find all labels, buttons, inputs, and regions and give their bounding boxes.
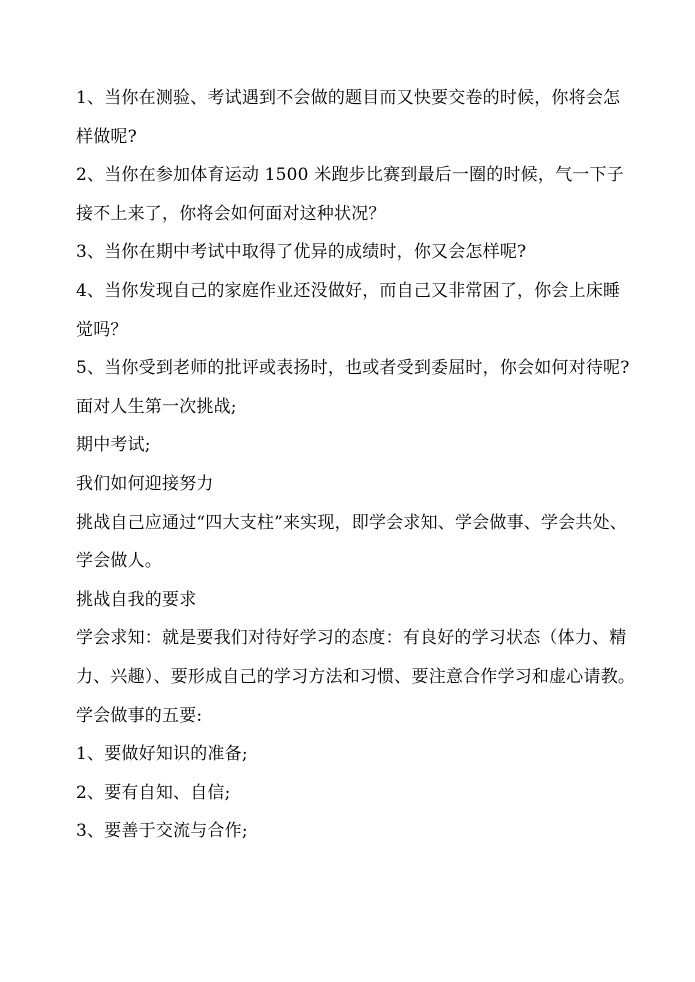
question-4: 4、当你发现自己的家庭作业还没做好，而自己又非常困了，你会上床睡觉吗？ (76, 280, 621, 340)
question-3: 3、当你在期中考试中取得了优异的成绩时，你又会怎样呢? (76, 242, 527, 263)
learn-to-know-paragraph: 学会求知：就是要我们对待好学习的态度：有良好的学习状态（体力、精力、兴趣）、要形成自己的学习方法和习惯、要注意合作学习和虚心请教。 (76, 628, 636, 687)
heading-five-musts: 学会做事的五要: (76, 705, 203, 726)
question-5: 5、当你受到老师的批评或表扬时，也或者受到委屈时，你会如何对待呢? (76, 358, 630, 379)
heading-how-to-meet: 我们如何迎接努力 (76, 473, 214, 494)
heading-self-challenge-requirements: 挑战自我的要求 (76, 589, 197, 610)
must-item-2: 2、要有自知、自信; (76, 782, 231, 803)
must-item-3: 3、要善于交流与合作; (76, 821, 248, 842)
must-item-1: 1、要做好知识的准备; (76, 744, 248, 765)
heading-first-challenge: 面对人生第一次挑战; (76, 396, 237, 417)
document-page (76, 79, 636, 851)
question-2: 2、当你在参加体育运动 1500 米跑步比赛到最后一圈的时候，气一下子接不上来了，你将会如何面对这种状况？ (76, 165, 624, 224)
question-1: 1、当你在测验、考试遇到不会做的题目而又快要交卷的时候，你将会怎样做呢? (76, 88, 621, 147)
four-pillars-paragraph: 挑战自己应通过“四大支柱”来实现，即学会求知、学会做事、学会共处、学会做人。 (76, 512, 627, 572)
heading-midterm-exam: 期中考试; (76, 435, 151, 456)
